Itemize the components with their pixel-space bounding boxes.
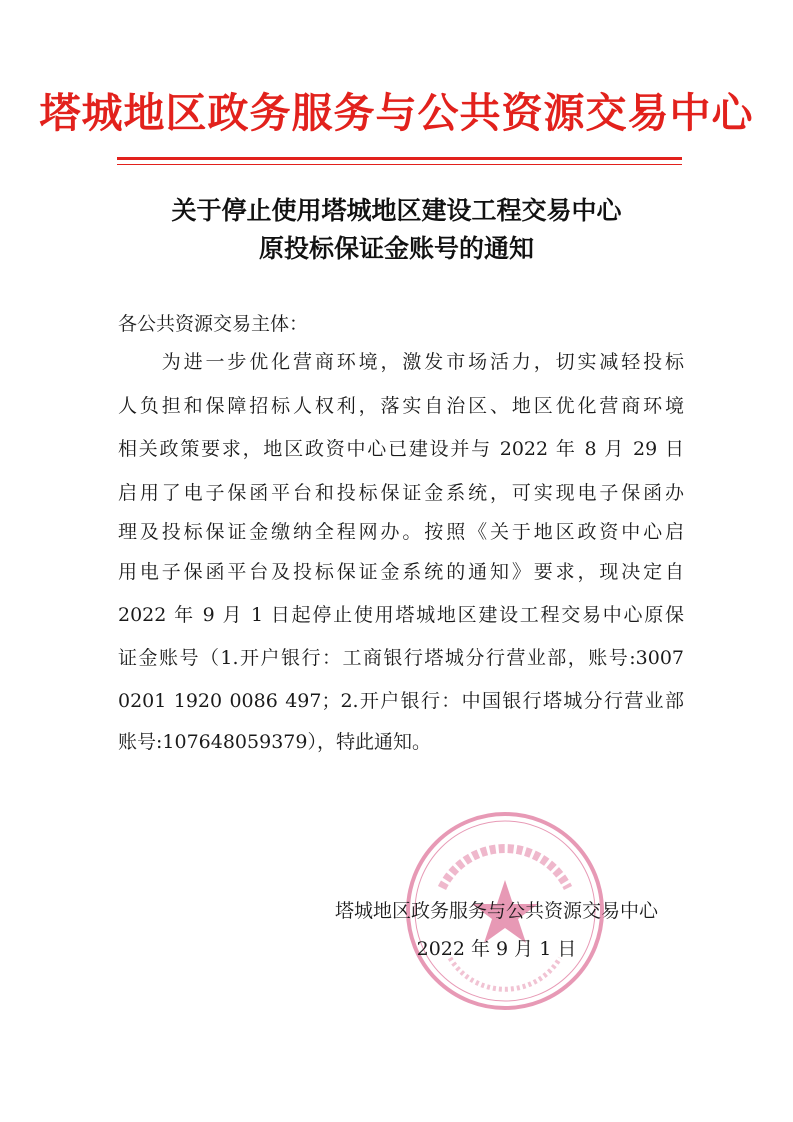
- body-line: 账号:107648059379），特此通知。: [118, 731, 431, 753]
- body-line: 0201 1920 0086 497；2.开户银行：中国银行塔城分行营业部: [118, 690, 684, 712]
- body-line: 证金账号（1.开户银行：工商银行塔城分行营业部，账号:3007: [118, 647, 684, 669]
- body-line: 理及投标保证金缴纳全程网办。按照《关于地区政资中心启: [118, 521, 684, 543]
- document-title-line-2: 原投标保证金账号的通知: [258, 234, 534, 263]
- body-line: 相关政策要求，地区政资中心已建设并与 2022 年 8 月 29 日: [118, 438, 684, 460]
- signature-date: 2022 年 9 月 1 日: [416, 938, 577, 960]
- letterhead-agency-name: 塔城地区政务服务与公共资源交易中心: [39, 89, 754, 137]
- body-line: 人负担和保障招标人权利，落实自治区、地区优化营商环境: [118, 395, 684, 417]
- signature-organization: 塔城地区政务服务与公共资源交易中心: [334, 900, 658, 922]
- document-title-line-1: 关于停止使用塔城地区建设工程交易中心: [171, 196, 622, 225]
- salutation: 各公共资源交易主体：: [118, 313, 309, 335]
- body-line: 用电子保函平台及投标保证金系统的通知》要求，现决定自: [118, 561, 684, 583]
- letterhead-red-rule-thin: [117, 164, 682, 165]
- body-line: 为进一步优化营商环境，激发市场活力，切实减轻投标: [118, 351, 684, 373]
- body-line: 2022 年 9 月 1 日起停止使用塔城地区建设工程交易中心原保: [118, 604, 684, 626]
- letterhead-red-rule: [117, 157, 682, 160]
- body-line: 启用了电子保函平台和投标保证金系统，可实现电子保函办: [118, 482, 684, 504]
